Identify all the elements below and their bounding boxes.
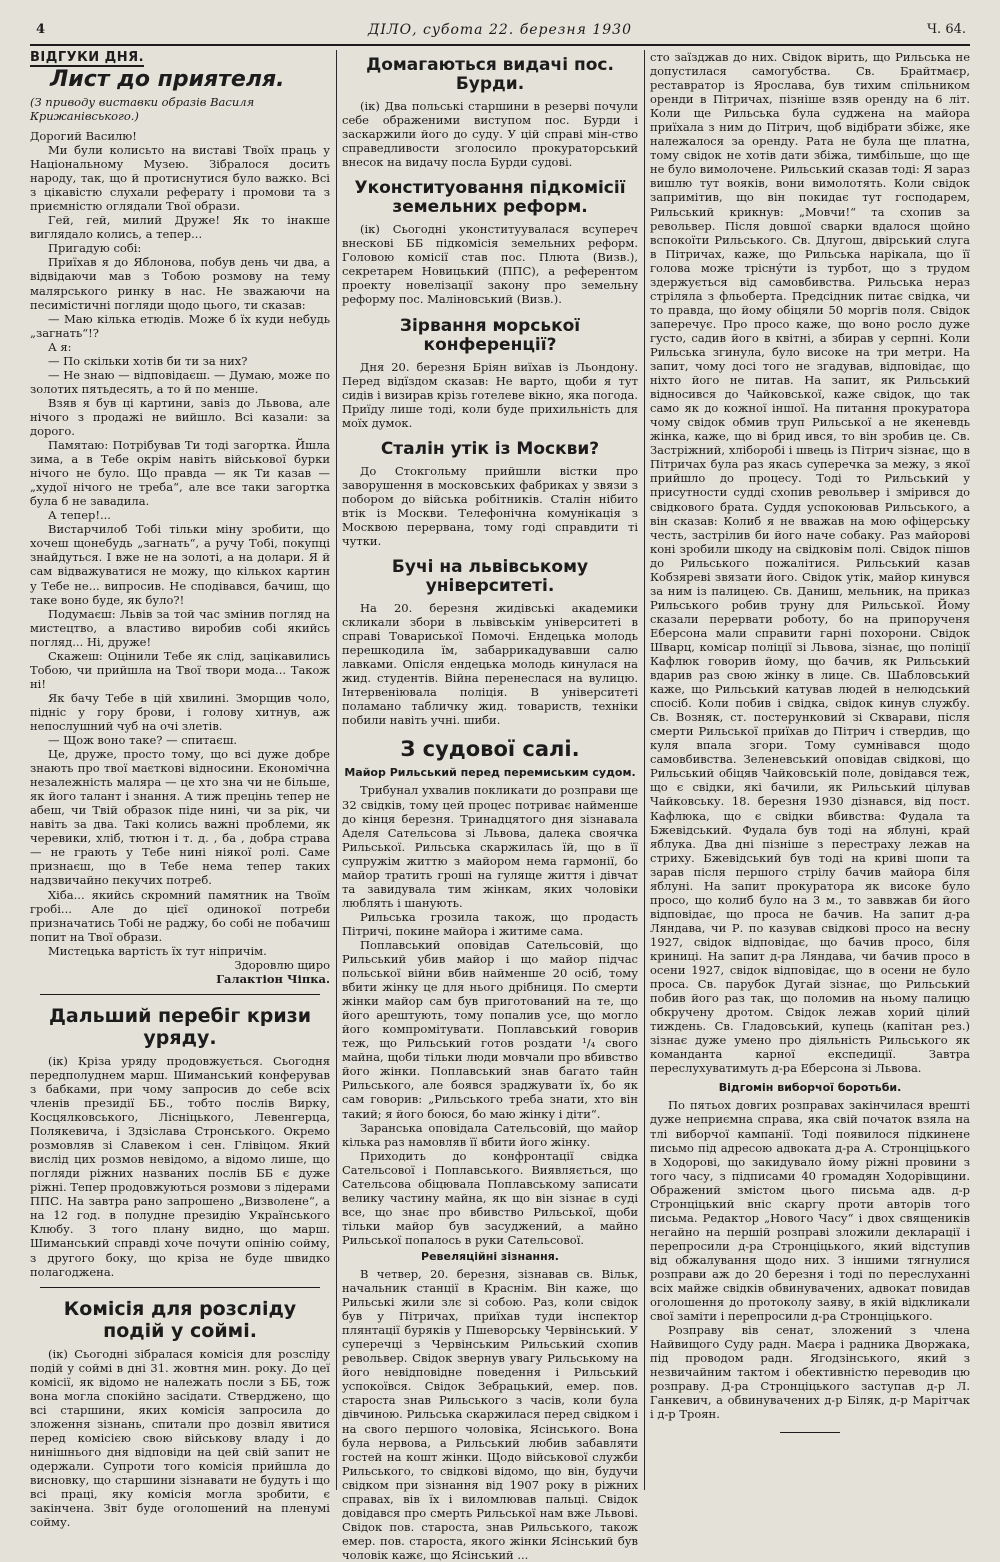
letter-paragraph: — По скільки хотів би ти за них? — [48, 353, 248, 368]
letter-paragraph: Взяв я був ці картини, завіз до Львова, але нічого з продажі не вийшло. Всі казали: за дорого. — [30, 395, 330, 438]
court-paragraph: В четвер, 20. березня, зізнавав св. Вільк, начальник станції в Краснім. Він каже, що Рильські жили злє зі собою. Раз, коли свідок був у Пітричах, приїхав туди інспектор плянтації буряків у Пшеворську Червінський. У суперечці з Червінським Рильський схопив револьвер. Свідок звернув увагу Рильському на його невідповідне поведення і Рильський успокоївся. Свідок Зебрацький, емер. пов. староста знав Рильського з часів, коли була дівчиною. Рильська скаржилася перед свідком і на свого першого чоловіка, Ясінського. Вона була нервова, а Рильський любив забавляти гостей на кошт жінки. Щодо військової служби Рильського, то свідкові відомо, що він, будучи свідком при зізнання від 1907 року в ріжних справах, вів їх і виломлював пальці. Свідок довідався про смерть Рильської нам вже Львові. Свідок пов. староста, знав Рильського, також емер. пов. староста, якого жінки Ясінський був чоловік кажє, що Ясінський ... — [342, 1267, 638, 1562]
court-subtitle: Майор Рильський перед перемиським судом. — [344, 766, 636, 780]
university-text: На 20. березня жидівські академики скликали збори в львівськім університеті в справі Товариської Помочі. Ендецька молодь перешкодила їм, забаррикадувавши салю лавками. Опісля ендецька молодь кинулася на жид. студентів. Війна перенеслася на вулицю. Інтервеніювала поліція. В університеті поламано табличку жид. товариств, техніки побили навіть учні. шиби. — [342, 601, 638, 728]
court-paragraph: Заранська оповідала Сательсовій, що майор кілька раз намовляв її вбити його жінку. — [342, 1120, 638, 1149]
column-1 — [30, 50, 330, 1530]
court-paragraph: Рильська грозила також, що продасть Пітричі, покине майора і житиме сама. — [342, 909, 638, 938]
court-paragraph: Поплавський оповідав Сательсовій, що Рильський убив майор і що майор підчас польської війни вбив найменше 20 осіб, тому вбити жінку це для нього дрібниця. По смерти жінки майор сам був приготований на те, що його арештують, тому попалив усе, що могло його компромітувати. Поплавський говорив теж, що Рильський готов роздати ¹/₄ свого майна, щоби тільки люди мовчали про вбивство його жінки. Поплавський знав багато тайн Рильського, але боявся зраджувати їх, бо як сам говорив: „Рильського треба знати, хто він такий; я його боюся, бо маю жінку і діти“. — [342, 937, 638, 1121]
letter-paragraph: Хіба... якийсь скромний памятник на Твоїм гробі... Але до цієї одинокої потреби призначатись Тобі не раджу, бо собі не побачиш попит на Твої образи. — [30, 887, 330, 944]
court-title: З судової салі. — [400, 737, 580, 762]
letter-paragraph: Це, друже, просто тому, що всі дуже добре знають про твої маєткові відносини. Економічна незалежність маляра — це хто зна чи не більше, як його талант і знання. А тиж прецінь тепер не абеш, чи Твій образок піде нині, чи за рік, чи навіть за два. Такі колись важні проблеми, як черевики, хліб, тютюн і т. д. , ба , добра страва — не грають у Тебе нині ніякої ролі. Саме признаєш, що в Тебе нема тепер таких надзвичайно пекучих потреб. — [30, 747, 330, 888]
letter-paragraph: Ми були колисьто на виставі Твоїх праць у Національному Музею. Зібралося досить народу, так, що й протиснутися було важко. Всі з цікавістю слухали реферату і промови та з приємністю оглядали Твої образи. — [30, 143, 330, 214]
letter-paragraph: — Не знаю — відповідаєш. — Думаю, може по золотих пятьдесять, а то й по менше. — [30, 367, 330, 396]
letter-paragraph: Гей, гей, милий Друже! Як то інакше виглядало колись, а тепер... — [30, 213, 330, 242]
letter-title: Лист до приятеля. — [50, 67, 285, 92]
letter-paragraph: Подумаєш: Львів за той час змінив погляд на мистецтво, а властиво виробив собі якийсь погляд... Ні, друже! — [30, 606, 330, 649]
burda-text: (ік) Два польські старшини в резерві почули себе ображеними виступом пос. Бурди і заскаржили його до суду. У цій справі мін-ство справедливости зголосило прокураторський внесок на видачу посла Бурди судові. — [342, 99, 638, 170]
naval-title: Зірвання морської конференції? — [399, 315, 581, 355]
letter-paragraph: Пригадую собі: — [48, 241, 142, 256]
letter-closing: Здоровлю щиро — [234, 957, 330, 972]
court-paragraph: Трибунал ухвалив покликати до розправи ще 32 свідків, тому цей процес потриває найменше до кінця березня. Тринадцятого дня зізнавала Аделя Сательсова зі Львова, далека своячка Рильської. Рильська скаржилась їй, що в її супружім життю з майором нема гармонії, бо майор тратить гроші на гуляще життя і дівчат та завидувала тим жінкам, яких чоловіки люблять і шанують. — [342, 783, 638, 910]
rubric-label: ВІДГУКИ ДНЯ. — [30, 50, 145, 65]
stalin-title: Сталін утік із Москви? — [380, 438, 600, 459]
echoes-paragraph: Розправу вів сенат, зложений з члена Найвищого Суду радн. Маєра і радника Дворжака, під проводом радн. Ягодзінського, який з незвичайним тактом і обективністю переводив цю розправу. Д-ра Стронціцького заступав д-р Л. Ганкевич, а обвинувачених д-р Біляк, д-р Марітчак і д-р Троян. — [650, 1323, 970, 1422]
subcommission-text: (ік) Сьогодні уконституувалася всупереч внескові ББ підкомісія земельних реформ. Головою комісії став пос. Плюта (Визв.), секретарем Новицький (ППС), а референтом проекту новелізації закону про земельну реформу пос. Маліновський (Визв.). — [342, 222, 638, 307]
letter-paragraph: А я: — [48, 339, 72, 354]
court-paragraph: Приходить до конфронтації свідка Сательсової і Поплавського. Виявляється, що Сательсова обіцювала Поплавському записати велику частину майна, як що він зізнає в суді все, що знає про вбивство Рильської, щоби тільки майор був засуджений, а майно Рильської попалось в руки Сательсової. — [342, 1148, 638, 1247]
letter-paragraph: Скажеш: Оцінили Тебе як слід, зацікавились Тобою, чи прийшла на Твої твори мода... Також ні! — [30, 648, 330, 691]
letter-paragraph: — Щож воно таке? — спитаєш. — [48, 733, 238, 748]
section-rule — [40, 994, 320, 995]
letter-paragraph: Приїхав я до Яблонова, побув день чи два, а відвідаючи мав з Тобою розмову на тему малярського ринку в нас. Не зважаючи на песимістичні погляди щодо цього, ти сказав: — [30, 255, 330, 312]
column-3 — [650, 50, 970, 1490]
letter-paragraph: Як бачу Тебе в цій хвилині. Зморщив чоло, підніс у гору брови, і голову хитнув, аж непослушний чуб на очі злетів. — [30, 690, 330, 733]
court-subhead: Ревеляційні зізнання. — [421, 1250, 559, 1263]
column-divider — [336, 50, 337, 1490]
letter-paragraph: Вистарчилоб Тобі тільки міну зробити, що хочеш щонебудь „загнать“, а ручу Тобі, покупці знайдуться. І вже не на золоті, а на долари. Я й сам відважуватися не можу, що кількох картин у Тебе не... випросив. Не сподівався, бачиш, що таке воно буде, як було?! — [30, 522, 330, 607]
issue-number: Ч. 64. — [927, 22, 966, 37]
end-rule — [780, 1432, 840, 1433]
letter-paragraph: Мистецька вартість їх тут ніпричім. — [48, 943, 267, 958]
column-2 — [342, 50, 638, 1562]
burda-title: Домагаються видачі пос. Бурди. — [366, 55, 614, 94]
commission-paragraph: (ік) Сьогодні зібралася комісія для розсліду подій у соймі в дні 31. жовтня мин. року. До цеї комісії, як відомо не належать посли з ББ, тож вона могла спокійно засідати. Стверджено, що всі старшини, яких комісія запросила до зложення зізнань, спитали про дозвіл явитися перед комісією свою військову владу і до нинішнього дня відповіди на цей свій запит не одержали. Супроти того комісія прийшла до висновку, що старшини зізнавати не будуть і що всі праці, яку комісія могла зробити, є закінчена. Звіт буде оголошений на пленумі сойму. — [30, 1346, 330, 1530]
column-divider — [644, 50, 645, 1490]
letter-paragraph: Памятаю: Потрібував Ти тоді загортка. Йшла зима, а в Тебе окрім навіть військової бурки нічого не було. Що правда — як Ти казав — „худої нічого не треба“, але все таки загортка була б не завадила. — [30, 438, 330, 509]
echoes-paragraph: По пятьох довгих розправах закінчилася врешті дуже неприємна справа, яка свій початок взяла на тлі виборчої кампанії. Тоді появилося підкинене письмо під адресою адвоката д-ра А. Стронціцького в Ходорові, що закидувало йому ріжні провини з того часу, з підписами 40 громадян Ходорівщини. Ображений змістом цього письма адв. д-р Стронціцький вніс скаргу проти авторів того письма. Редактор „Нового Часу“ і двох священиків негайно на першій розправі зложили декларації і перепросили д-ра Стронціцького, який відступив від обжалування щодо них. З іншими тягнулися розправи аж до 20 березня і тоді по переслуханні всіх майже свідків обвинувачених, адвокат повидав оголошення до протоколу заяву, в якій відкликали свої заміти і перепросили д-ра Стронціцького. — [650, 1098, 970, 1324]
letter-paragraph: А тепер!... — [48, 508, 111, 523]
subcommission-title: Уконституовання підкомісії земельних реформ. — [354, 178, 626, 218]
letter-paragraph: — Маю кілька етюдів. Може б їх куди небудь „загнать“!? — [30, 311, 330, 340]
section-rule — [40, 1287, 320, 1288]
stalin-text: До Стокгольму прийшли вістки про заворушення в московських фабриках у звязи з побором до війська робітників. Сталін нібито втік із Москви. Телефонічна комунікація з Москвою перервана, тому годі справдити ті чутки. — [342, 463, 638, 548]
university-title: Бучі на львівському університеті. — [391, 557, 589, 597]
crisis-paragraph: (ік) Кріза уряду продовжується. Сьогодня передполуднем марш. Шиманський конферував з бабками, при чому запросив до себе всіх членів президії ББ., тобто послів Вирку, Косцялковського, Лісніцького, Левенгерца, Полякевича, і Здзіслава Стронського. Окремо розмовляв зі Славеком і сен. Глівіцом. Який вислід цих розмов невідомо, а відомо лише, що погляди ріжних названих послів ББ є дуже ріжні. Тепер продовжуються розмови з лідерами ППС. На завтра рано запрошено „Визволене“, а на 12 год. в полудне президію Українського Клюбу. З того плану видно, що марш. Шиманський справді хоче почути опінію сойму, з другого боку, що кріза не буде швидко полагоджена. — [30, 1053, 330, 1279]
naval-text: Дня 20. березня Бріян виїхав із Льондону. Перед відїздом сказав: Не варто, щоби я тут сидів і визирав крізь готелеве вікно, яка погода. Приїду лише тоді, коли буде прихильність для моїх думок. — [342, 359, 638, 430]
commission-title: Комісія для розсліду подій у соймі. — [63, 1297, 297, 1342]
page-header — [30, 20, 970, 46]
letter-subtitle: (З приводу виставки образів Василя Крижанівського.) — [30, 95, 255, 123]
masthead: ДІЛО, субота 22. березня 1930 — [368, 22, 632, 38]
court-continuation: сто заїзджав до них. Свідок вірить, що Рильська не допустилася самогубства. Св. Брайтмаєр, реставратор із Ярослава, був тихим спільником оренди в Пітричах, пізніше взяв оренду на 6 літ. Коли ще Рильська була суджена на майора приїхала з ним до Пітрич, щоб відібрати збіжє, яке належалося за оренду. Рата не була ще платна, тому свідок не хотів дати збіжа, тимбільше, що ще не було вимолочене. Рильський сказав тоді: Я зараз вишлю тут вояків, вони вимолотять. Коли свідок запримітив, що він покидає тут господарем, Рильський крикнув: „Мовчи!“ та схопив за револьвер. Після довшої сварки вдалося щойно вспокоїти Рильського. Св. Длугош, двірський слуга в Пітричах, каже, що Рильська нарікала, що її голова може трісну́ти із турбот, що з трудом здержується від самовбивства. Рильська нераз стріляла з фльоберта. Предсідник питає свідка, чи то правда, що йому обіцяли 50 моргів поля. Свідок заперечує. Про просо каже, що воно росло дуже густо, садив його в квітні, а збирав у серпні. Коли Рильська згинула, було високе на три метри. На запит, чому досі того не згадував, відповідає, що ніхто його не питав. На запит, як Рильський відносився до Чайковської, каже свідок, що так само як до кожної іншої. На питання прокуратора чому свідок обмив труп Рильської а не якеневдь жінка, каже, що ві брид ився, то він зробив це. Св. Застріжний, хліборобі і швець із Пітрич зізнає, що в Пітричах була раз якась суперечка за межу, з якої прийшло до процесу. Тоді то Рильський у присутности судді схопив револьвер і змірився до свідкового брата. Суддя успокоював Рильського, а він сказав: Колиб я не вважав на мою офіцерську честь, застрілив би його наче собаку. Раз майорові коні зробили шкоду на свідковім полі. Свідок пішов до Рильського пожалітися. Рильський казав Кобзяреві звязати його. Свідок утік, майор кинувся за ним із палицею. Св. Даниш, мельник, на приказ Рильського робив труну для Рильської. Йому сказали перервати роботу, бо на припорученя Еберсона мали справити гарні похорони. Свідок Шварц, комісар поліції зі Львова, зізнає, що поліції Кафлюк говорив йому, що бачив, як Рильський вдарив раз свою жінку в лице. Св. Шабловський каже, що Рильський катував людей в нелюдський спосіб. Коли побив і свідка, свідок кинув службу. Св. Возняк, ст. постерунковий зі Скварави, після смерти Рильської приїхав до Пітрич і ствердив, що куля впала згори. Тому сумнівався щодо самовбивства. Зеленевський оповідав свідкові, що Рильський обіцяв Чайковській поле, довідався теж, що є свідки, які бачили, як Рильський цілував Чайковську. 18. березня 1930 дізнався, від пост. Кафлюка, що є свідки вбивства: Фудала та Бжевідський. Фудала був тоді на яблуні, край яблука. Два дні пізніше з перестраху лежав на стриху. Бжевідський був тоді на криві шопи та зарав після першого стрілу бачив майора біля яблуні. На запит прокуратора як високе було просо, що колиб було на 3 м., то заввжав би його відповідає, що проса не бачив. На запит д-ра Ляндава, чи Р. по казував свідкові просо на весну 1927, свідок відповідає, що бачив просо, біля криниці. На запит д-ра Ляндава, чи бачив просо в осени 1927, свідок відповідає, що в осени не було проса. Св. парубок Дугай зізнає, що Рильський побив його раз так, що поломив на ньому палицю обкручену дротом. Свідок лежав хорий цілий тиждень. Св. Гладовський, купець (капітан рез.) зізнає дуже умено про діяльність Рильського як команданта карної експедиції. Завтра переслухуватимуть д-ра Еберсона зі Львова. — [650, 50, 970, 1076]
echoes-subhead: Відгомін виборчої боротьби. — [718, 1081, 902, 1095]
letter-signature: Галактіон Чіпка. — [216, 971, 330, 986]
page-number: 4 — [36, 22, 46, 37]
crisis-title: Дальший перебіг кризи уряду. — [48, 1004, 312, 1049]
letter-paragraph: Дорогий Василю! — [30, 129, 137, 143]
